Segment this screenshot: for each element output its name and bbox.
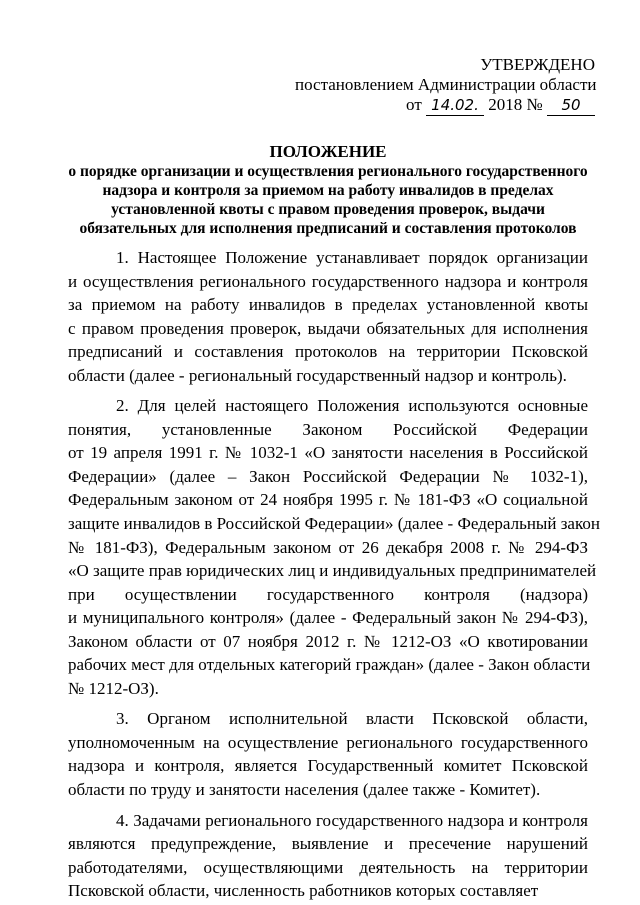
paragraph-line: № 181-ФЗ), Федеральным законом от 26 декабря 2008 г. № 294-ФЗ bbox=[68, 537, 588, 557]
paragraph-line: с правом проведения проверок, выдачи обязательных для исполнения bbox=[68, 318, 588, 338]
document-title bbox=[68, 142, 588, 238]
paragraph-line: рабочих мест для отдельных категорий граждан» (далее - Закон области bbox=[68, 655, 591, 675]
paragraph-line: Псковской области, численность работников которых составляет bbox=[68, 881, 539, 901]
paragraph-line: работодателями, осуществляющими деятельность на территории bbox=[68, 857, 588, 877]
paragraph-gap bbox=[68, 700, 588, 707]
approval-by: постановлением Администрации области bbox=[295, 75, 597, 94]
year-and-number-label: 2018 № bbox=[488, 95, 543, 114]
approval-block bbox=[295, 55, 595, 116]
paragraph-line: области (далее - региональный государственный надзор и контроль). bbox=[68, 365, 567, 385]
title-main: ПОЛОЖЕНИЕ bbox=[269, 142, 387, 161]
title-line: о порядке организации и осуществления регионального государственного bbox=[68, 163, 588, 180]
paragraph-line: Федерации» (далее – Закон Российской Федерации № 1032-1), bbox=[68, 466, 588, 486]
paragraph-line: предписаний и составления протоколов на территории Псковской bbox=[68, 342, 588, 362]
paragraph bbox=[68, 246, 588, 387]
paragraph-line: при осуществлении государственного контроля (надзора) bbox=[68, 584, 588, 604]
paragraph-line: являются предупреждение, выявление и пресечение нарушений bbox=[68, 834, 588, 854]
paragraph-line: от 19 апреля 1991 г. № 1032-1 «О занятости населения в Российской bbox=[68, 443, 588, 463]
title-line: обязательных для исполнения предписаний и составления протоколов bbox=[79, 220, 577, 237]
paragraph-line: понятия, установленные Законом Российской Федерации bbox=[68, 419, 588, 439]
paragraph-line: надзора и контроля, является Государственный комитет Псковской bbox=[68, 756, 588, 776]
approval-date-line bbox=[295, 95, 595, 116]
paragraph-gap bbox=[68, 387, 588, 394]
document-body bbox=[68, 246, 600, 903]
paragraph-line: 4. Задачами регионального государственного надзора и контроля bbox=[116, 810, 588, 830]
paragraph-line: 3. Органом исполнительной власти Псковской области, bbox=[116, 709, 588, 729]
paragraph bbox=[68, 394, 600, 700]
paragraph-line: за приемом на работу инвалидов в пределах установленной квоты bbox=[68, 295, 588, 315]
paragraph-line: и осуществления регионального государственного надзора и контроля bbox=[68, 271, 588, 291]
paragraph-line: Федеральным законом от 24 ноября 1995 г. № 181-ФЗ «О социальной bbox=[68, 490, 588, 510]
paragraph-line: «О защите прав юридических лиц и индивидуальных предпринимателей bbox=[68, 561, 597, 581]
paragraph-line: № 1212-ОЗ). bbox=[68, 678, 159, 698]
handwritten-date: 14.02. bbox=[426, 95, 484, 116]
handwritten-number: 50 bbox=[547, 95, 595, 116]
title-line: установленной квоты с правом проведения проверок, выдачи bbox=[111, 201, 545, 218]
paragraph bbox=[68, 809, 588, 903]
approval-heading: УТВЕРЖДЕНО bbox=[480, 55, 595, 74]
paragraph-line: уполномоченным на осуществление регионального государственного bbox=[68, 732, 588, 752]
paragraph-gap bbox=[68, 802, 588, 809]
paragraph-line: области по труду и занятости населения (далее также - Комитет). bbox=[68, 780, 541, 800]
paragraph-line: 2. Для целей настоящего Положения используются основные bbox=[116, 396, 588, 416]
paragraph bbox=[68, 707, 588, 801]
paragraph-line: 1. Настоящее Положение устанавливает порядок организации bbox=[116, 248, 588, 267]
title-line: надзора и контроля за приемом на работу инвалидов в пределах bbox=[102, 182, 554, 199]
paragraph-line: Законом области от 07 ноября 2012 г. № 1212-ОЗ «О квотировании bbox=[68, 631, 588, 651]
date-prefix: от bbox=[406, 95, 422, 114]
paragraph-line: защите инвалидов в Российской Федерации» (далее - Федеральный закон bbox=[68, 514, 600, 534]
paragraph-line: и муниципального контроля» (далее - Федеральный закон № 294-ФЗ), bbox=[68, 608, 588, 628]
